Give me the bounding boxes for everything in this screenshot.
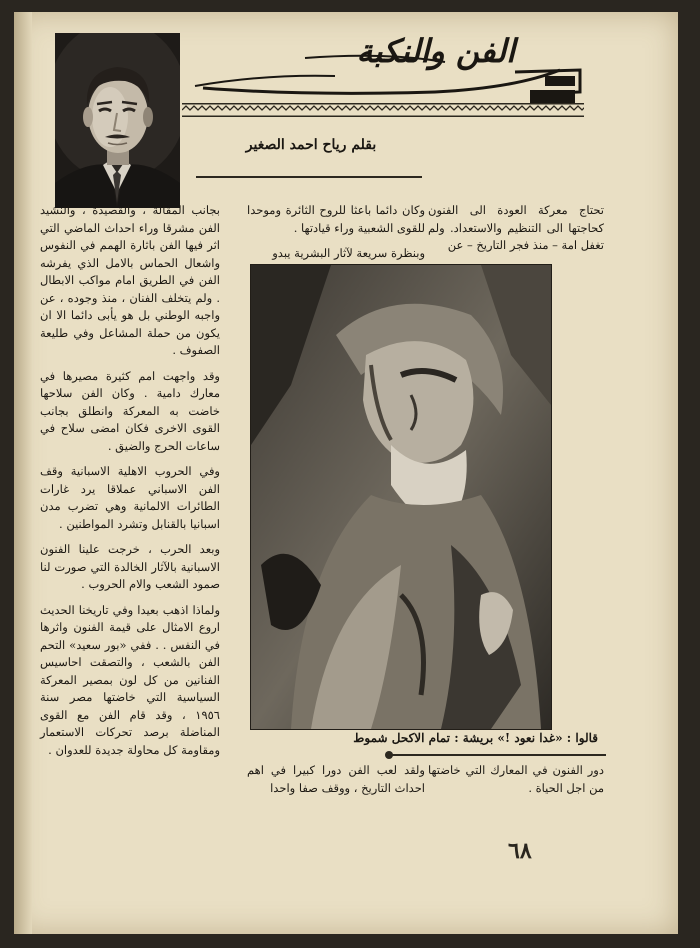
paragraph: وكان دائما باعثا للروح الثائرة وموحدا للقوى الشعبية وراء قيادتها . (247, 203, 425, 235)
page-number: ٦٨ (508, 838, 532, 864)
column-right-top (428, 202, 604, 263)
decorative-zigzag-divider (182, 102, 584, 116)
byline-rule (196, 176, 422, 178)
paragraph: دور الفنون في المعارك التي خاضتها من اجل الحياة . (428, 763, 604, 795)
paragraph: بجانب المقالة ، والقصيدة ، والنشيد الفن مشرقا وراء احداث الماضي التي اثر فيها الفن باثارة الهمم في النفوس واشعال الحماس بالامل الذي يفرشه الفن في الطريق امام مواكب الابطال . ولم يتخلف الفنان ، منذ وجوده ، عن واجبه الوطني بل هو يأبى دائما الا ان يكون من حملة المشاعل وفي طليعة الصفوف . (40, 203, 220, 357)
column-right-bottom (428, 762, 604, 805)
painting-old-man-icon (251, 265, 551, 729)
caption-rule (390, 754, 606, 756)
article-title-logo (185, 30, 585, 110)
paragraph: وفي الحروب الاهلية الاسبانية وقف الفن الاسباني عملاقا يرد غارات الطائرات الالمانية وهي تضرب مدن اسبانيا بالقنابل وتشرد المواطنين . (40, 464, 220, 531)
article-title: الفن والنكبة (356, 32, 515, 70)
paragraph: وبعد الحرب ، خرجت علينا الفنون الاسبانية بالآثار الخالدة التي صورت لنا صمود الشعب والام الحروب . (40, 542, 220, 591)
page-spine-shadow (14, 12, 32, 934)
paragraph: وقد واجهت امم كثيرة مصيرها في معارك دامية . وكان الفن سلاحها خاضت به المعركة وانطلق بجانب القوى الاخرى فكان امضى سلاح في ساعات الحرج والضيق . (40, 368, 220, 453)
paragraph: ولقد لعب الفن دورا كبيرا في اهم احداث التاريخ ، ووقف صفا واحدا (247, 763, 425, 795)
column-middle-bottom (247, 762, 425, 805)
author-photo (55, 33, 180, 208)
painting-illustration (250, 264, 552, 730)
column-middle-top (247, 202, 425, 271)
paragraph: ولماذا اذهب بعيدا وفي تاريخنا الحديث اروع الامثال على قيمة الفنون واثرها في النفس . . ففي «بور سعيد» التحم الفن بالشعب ، والتصقت احاسيس الفنانين من كل لون بمصير المعركة السياسية التي خاضتها مصر سنة ١٩٥٦ ، وقد قام الفن مع القوى المناضلة برصد تحركات الاستعمار ومقاومة كل محاولة جديدة للعدوان . (40, 602, 220, 757)
author-byline: بقلم رياح احمد الصغير (245, 137, 377, 153)
artwork-caption: قالوا : «غدا نعود !» بريشة : تمام الاكحل شموط (353, 731, 598, 745)
paragraph: وبنظرة سريعة لآثار البشرية يبدو (272, 246, 425, 260)
paragraph: تحتاج معركة العودة الى الفنون كحاجتها الى التنظيم والاستعداد. ولم تغفل امة – منذ فجر التاريخ – عن (428, 203, 604, 252)
author-portrait (55, 33, 180, 208)
column-left (40, 202, 220, 767)
